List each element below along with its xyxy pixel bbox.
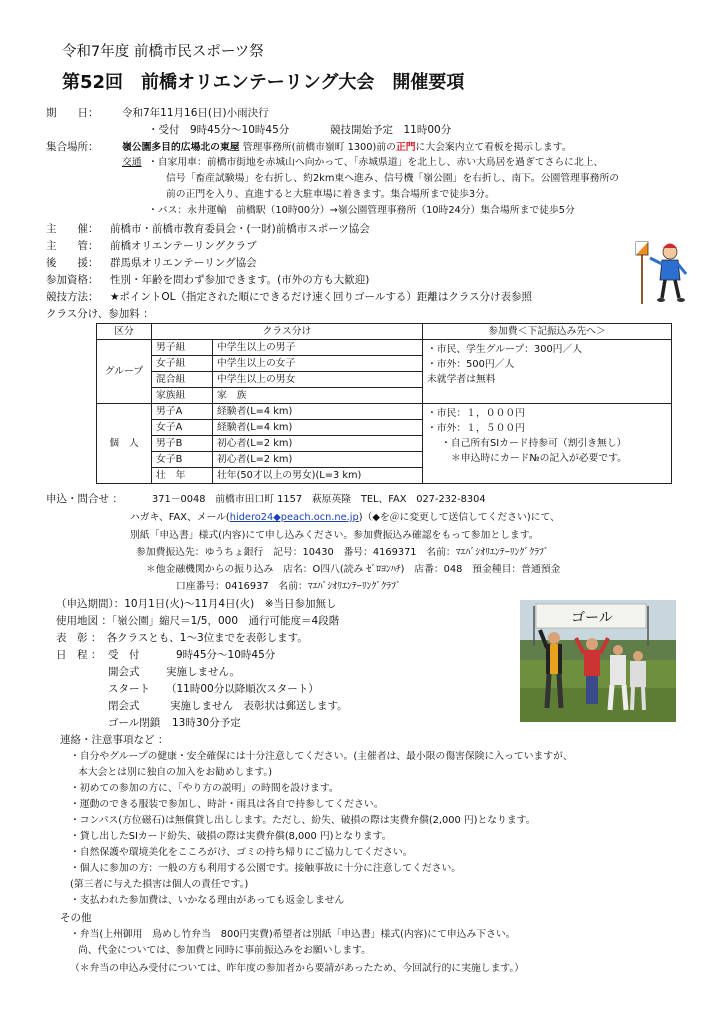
other-line: （＊弁当の申込み受付については、昨年度の参加者から要請があったため、今回試行的に実施します。）	[70, 963, 525, 974]
access-label: 交通	[122, 157, 142, 168]
schedule-item-value: （11時00分以降順次スタート）	[166, 683, 319, 695]
group-class-name: 家族組	[152, 388, 213, 404]
access-car-1: ・自家用車：前橋市街地を赤城山へ向かって、「赤城県道」を北上し、赤い大鳥居を過ぎてさらに北上、	[148, 157, 604, 168]
schedule-item-key: 閉会式	[108, 700, 140, 712]
table-header-class: クラス分け	[152, 324, 423, 340]
notes-line: (第三者に与えた損害は個人の責任です。)	[70, 879, 249, 890]
notes-label: 連絡・注意事項など ：	[60, 734, 169, 746]
indiv-class-name: 男子A	[152, 404, 213, 420]
group-class-name: 男子組	[152, 340, 213, 356]
schedule-item-value: 実施しません 表彰状は郵送します。	[170, 700, 348, 712]
indiv-class-name: 男子B	[152, 436, 213, 452]
notes-line: ・初めての参加の方に、「やり方の説明」の時間を設けます。	[70, 783, 339, 794]
method-label: 競技方法：	[46, 291, 99, 303]
class-heading: クラス分け、参加料 ：	[46, 308, 154, 320]
reception-time: ・受付 9時45分～10時45分	[148, 124, 290, 136]
manager-label: 主 管：	[46, 240, 99, 252]
notes-line: ・貸し出したSIカード紛失、破損の際は実費弁償(8,000 円)となります。	[70, 831, 392, 842]
goal-banner-text: ゴール	[571, 610, 613, 626]
indiv-class-desc: 経験者(L=4 km)	[213, 404, 423, 420]
apply-methods-prefix: ハガキ、FAX、メール(	[130, 512, 230, 523]
group-fee-cell	[423, 340, 672, 404]
apply-label: 申込・問合せ ：	[46, 493, 123, 505]
indiv-class-name: 女子B	[152, 452, 213, 468]
table-header-division: 区分	[97, 324, 152, 340]
group-fee-line: 未就学者は無料	[427, 374, 496, 385]
notes-line: 本大会とは別に独自の加入をお勧めします。)	[78, 767, 273, 778]
apply-period: （申込期間）：10月1日(火)～11月4日(火) ※当日参加無し	[56, 598, 337, 610]
indiv-fee-line: ・市民：１，０００円	[427, 408, 525, 419]
indiv-class-name: 壮 年	[152, 468, 213, 484]
schedule-item-key: スタート	[108, 683, 150, 695]
other-line: 尚、代金については、参加費と同時に事前振込みをお願いします。	[78, 945, 371, 956]
other-label: その他	[60, 912, 92, 924]
group-fee-line: ・市民、学生グループ：300円／人	[427, 344, 583, 355]
group-division-label: グループ	[97, 340, 152, 404]
method-value: ★ポイントOL（指定された順にできるだけ速く回りゴールする）距離はクラス分け表参照	[110, 291, 533, 303]
class-fee-table	[96, 323, 672, 484]
notes-line: ・自分やグループの健康・安全確保には十分注意してください。(主催者は、最小限の傷害保険に入っていますが、	[70, 751, 573, 762]
venue-label: 集合場所：	[46, 141, 99, 153]
manager-value: 前橋オリエンテーリングクラブ	[110, 240, 257, 252]
access-car-2: 信号「畜産試験場」を右折し、約2km東へ進み、信号機「嶺公園」を右折し、南下。公園管理事務所の	[166, 173, 620, 184]
apply-form-note: 別紙「申込書」様式(内容)にて申し込みください。参加費振込み確認をもって参加とします。	[130, 530, 539, 541]
group-class-desc: 家 族	[213, 388, 423, 404]
group-class-desc: 中学生以上の男子	[213, 340, 423, 356]
venue-place: 嶺公園多目的広場北の東屋	[122, 142, 240, 153]
notes-line: ・個人に参加の方：一般の方も利用する公園です。接触事故に十分に注意してください。	[70, 863, 462, 874]
apply-methods-suffix: )（◆を＠に変更して送信してください)にて、	[358, 512, 560, 523]
group-class-desc: 中学生以上の女子	[213, 356, 423, 372]
organizer-value: 前橋市・前橋市教育委員会・(一財)前橋市スポーツ協会	[110, 223, 370, 235]
start-time: 競技開始予定 11時00分	[330, 124, 452, 136]
page-title: 第52回 前橋オリエンテーリング大会 開催要項	[62, 72, 465, 93]
schedule-label: 日 程 ：	[56, 649, 102, 661]
apply-address: 371－0048 前橋市田口町 1157 萩原英隆 TEL、FAX 027-232-8304	[152, 494, 486, 505]
schedule-item-key: 受 付	[108, 649, 140, 661]
indiv-class-desc: 初心者(L=2 km)	[213, 436, 423, 452]
orienteering-runner-illustration	[632, 236, 692, 308]
access-bus: ・バス：永井運輸 前橋駅（10時00分）→嶺公園管理事務所（10時24分）集合場所まで徒歩5分	[148, 205, 575, 216]
bank-account-number: 口座番号：0416937 名前：ﾏｴﾊﾞｼｵﾘｴﾝﾃｰﾘﾝｸﾞｸﾗﾌﾞ	[176, 581, 401, 592]
venue-main-gate: 正門	[395, 142, 416, 153]
schedule-item-key: 開会式	[108, 666, 140, 678]
date-value: 令和7年11月16日(日)小雨決行	[122, 107, 269, 119]
map-info: 使用地図 ：「嶺公園」縮尺＝1/5，000 通行可能度＝4段階	[56, 615, 340, 627]
organizer-label: 主 催：	[46, 223, 99, 235]
award-info: 表 彰 ： 各クラスとも、1～3位までを表彰します。	[56, 632, 308, 644]
schedule-item-value: 13時30分予定	[172, 717, 241, 729]
venue-line1	[122, 141, 572, 155]
indiv-class-desc: 壮年(50才以上の男女)(L=3 km)	[213, 468, 423, 484]
individual-division-label: 個 人	[97, 404, 152, 484]
bank-account-yucho: 参加費振込先：ゆうちょ銀行 記号：10430 番号：4169371 名前：ﾏｴﾊﾞｼｵﾘｴﾝﾃｰﾘﾝｸﾞｸﾗﾌﾞ	[136, 547, 549, 558]
schedule-item-value: 実施しません。	[166, 666, 241, 678]
indiv-fee-line: ・市外：１，５００円	[427, 423, 525, 434]
venue-office: 管理事務所(前橋市嶺町 1300)前の	[242, 142, 396, 153]
access-car-3: 前の正門を入り、直進すると大駐車場に着きます。集合場所まで徒歩3分。	[166, 189, 495, 200]
eligibility-value: 性別・年齢を問わず参加できます。(市外の方も大歓迎)	[110, 274, 370, 286]
notes-line: ・自然保護や環境美化をこころがけ、ゴミの持ち帰りにご協力してください。	[70, 847, 413, 858]
group-class-desc: 中学生以上の男女	[213, 372, 423, 388]
schedule-item-key: ゴール閉鎖	[108, 717, 161, 729]
venue-sign-note: に大会案内立て看板を掲示します。	[415, 142, 572, 153]
indiv-fee-line: ＊申込時にカード№の記入が必要です。	[451, 453, 627, 464]
apply-email-link[interactable]: hidero24◆peach.ocn.ne.jp	[229, 512, 359, 523]
indiv-class-name: 女子A	[152, 420, 213, 436]
indiv-class-desc: 経験者(L=4 km)	[213, 420, 423, 436]
group-class-name: 女子組	[152, 356, 213, 372]
apply-methods	[130, 511, 560, 525]
goal-photo	[520, 600, 676, 722]
bank-account-other: ＊他金融機関からの振り込み 店名：O四八(読み ｾﾞﾛﾖﾝﾊﾁ) 店番：048 預金種目：普通預金	[146, 564, 561, 575]
sponsor-label: 後 援：	[46, 257, 99, 269]
notes-line: ・コンパス(方位磁石)は無償貸し出しします。ただし、紛失、破損の際は実費弁償(2,000 円)となります。	[70, 815, 536, 826]
date-label: 期 日：	[46, 107, 99, 119]
other-line: ・弁当(上州御用 鳥めし竹弁当 800円実費)希望者は別紙「申込書」様式(内容)にて申込み下さい。	[70, 929, 516, 940]
indiv-class-desc: 初心者(L=2 km)	[213, 452, 423, 468]
indiv-fee-line: ・自己所有SIカード持参可（割引き無し）	[441, 438, 627, 449]
table-header-fee: 参加費＜下記振込み先へ＞	[423, 324, 672, 340]
group-fee-line: ・市外：500円／人	[427, 359, 515, 370]
schedule-item-value: 9時45分～10時45分	[176, 649, 276, 661]
individual-fee-cell	[423, 404, 672, 484]
eligibility-label: 参加資格：	[46, 274, 99, 286]
notes-line: ・運動のできる服装で参加し、時計・雨具は各自で持参してください。	[70, 799, 384, 810]
group-class-name: 混合組	[152, 372, 213, 388]
sponsor-value: 群馬県オリエンテーリング協会	[110, 257, 257, 269]
event-subtitle: 令和7年度 前橋市民スポーツ祭	[62, 44, 264, 60]
notes-line: ・支払われた参加費は、いかなる理由があっても返金しません	[70, 895, 345, 906]
